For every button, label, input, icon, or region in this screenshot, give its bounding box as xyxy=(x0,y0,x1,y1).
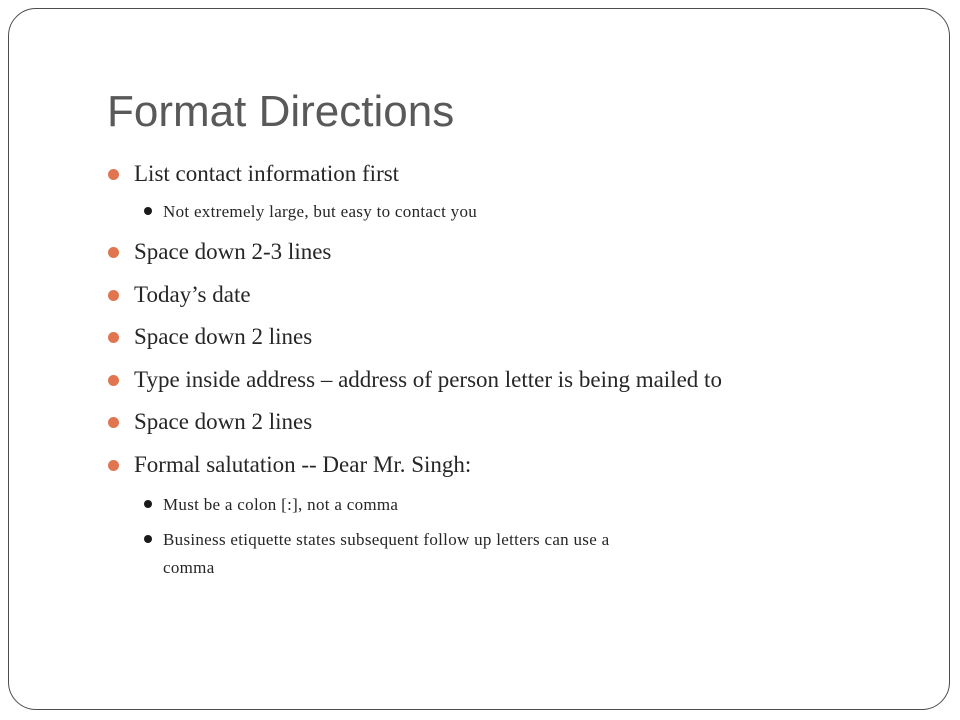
bullet-dot-icon xyxy=(108,290,119,301)
slide-title: Format Directions xyxy=(107,87,455,136)
bullet-item xyxy=(134,237,331,267)
bullet-item xyxy=(134,159,399,189)
bullet-dot-icon xyxy=(144,207,152,215)
sub-bullet-text: Not extremely large, but easy to contact you xyxy=(163,202,478,221)
sub-bullet-text: comma xyxy=(163,558,215,577)
bullet-item xyxy=(134,407,312,437)
bullet-item xyxy=(134,450,471,480)
sub-bullet-item xyxy=(163,198,477,226)
bullet-dot-icon xyxy=(108,169,119,180)
bullet-text: List contact information first xyxy=(134,161,400,186)
bullet-dot-icon xyxy=(108,460,119,471)
bullet-dot-icon xyxy=(108,375,119,386)
bullet-item xyxy=(134,280,251,310)
sub-bullet-text: Business etiquette states subsequent follow up letters can use a xyxy=(163,530,610,549)
bullet-text: Space down 2-3 lines xyxy=(134,239,332,264)
bullet-text: Formal salutation -- Dear Mr. Singh: xyxy=(134,452,472,477)
bullet-item xyxy=(134,322,312,352)
sub-bullet-text: Must be a colon [:], not a comma xyxy=(163,495,399,514)
bullet-dot-icon xyxy=(108,247,119,258)
bullet-text: Today’s date xyxy=(134,282,251,307)
bullet-text: Space down 2 lines xyxy=(134,324,313,349)
sub-bullet-item xyxy=(163,526,609,554)
bullet-dot-icon xyxy=(144,535,152,543)
sub-bullet-continuation xyxy=(163,554,215,582)
bullet-text: Type inside address – address of person letter is being mailed to xyxy=(134,367,722,392)
sub-bullet-item xyxy=(163,491,398,519)
bullet-dot-icon xyxy=(108,417,119,428)
bullet-dot-icon xyxy=(108,332,119,343)
bullet-text: Space down 2 lines xyxy=(134,409,313,434)
bullet-dot-icon xyxy=(144,500,152,508)
bullet-item xyxy=(134,365,722,395)
